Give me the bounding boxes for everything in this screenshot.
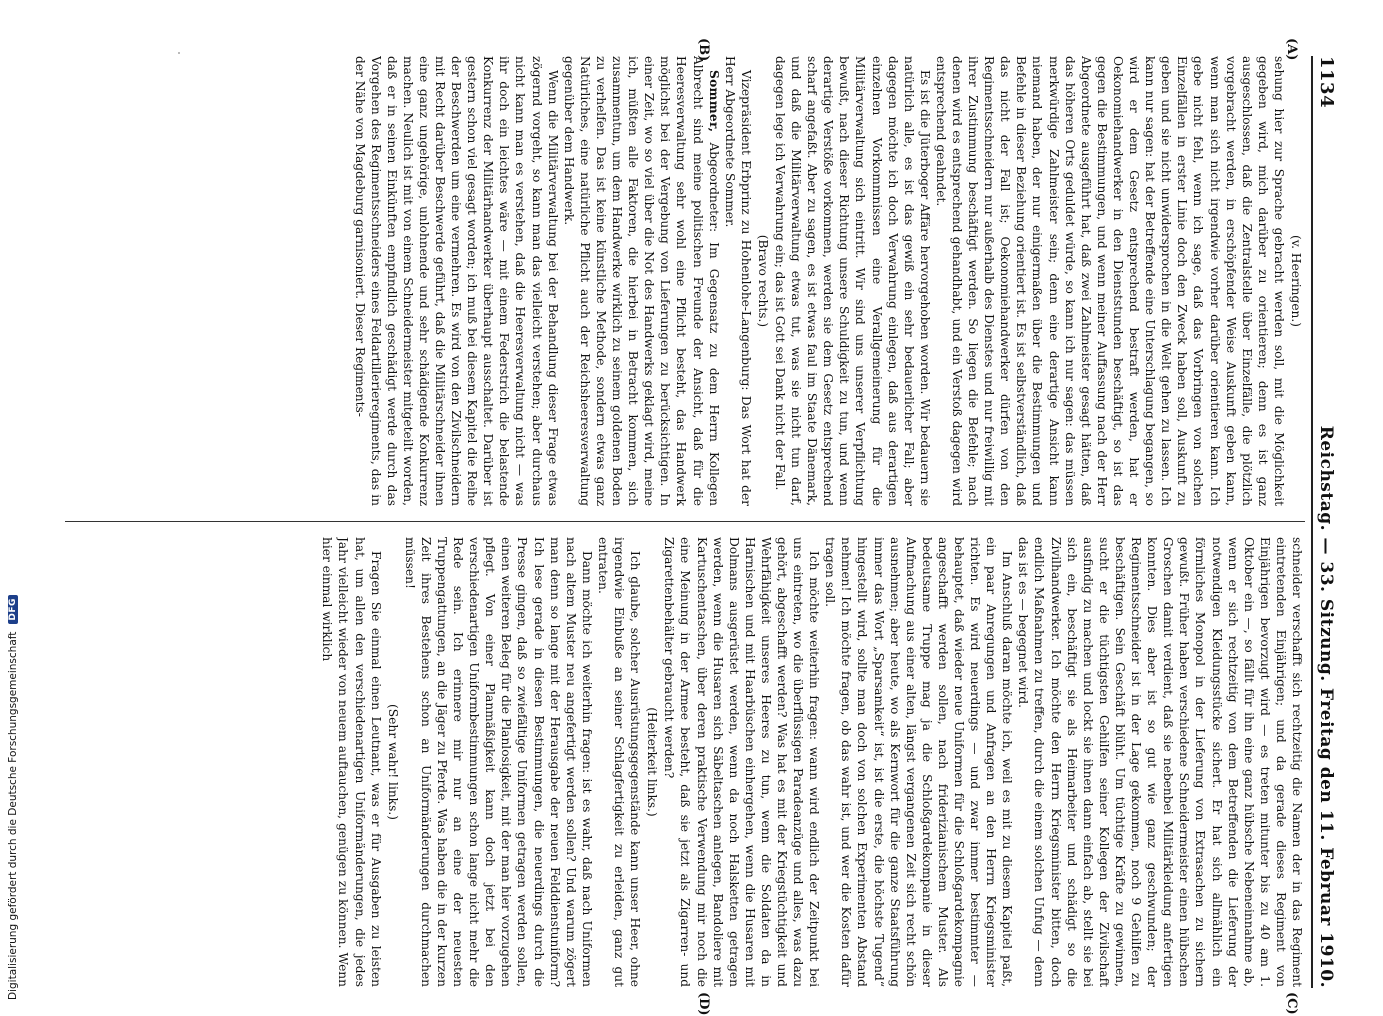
- paragraph: Es ist die Jüterboger Affäre hervorgehoben worden. Wir bedauern sie natürlich alle, es ist das gewiß ein sehr bedauerlicher Fall; aber dagegen möchte ich doch Verwahrung einlegen, daß aus derartigen einzelnen Vorkommnissen eine Verallgemeinerung für die Militärverwaltung sich eintritt. Wir sind uns unserer Verpflichtung bewußt, nach dieser Richtung unsere Schuldigkeit zu tun, und wenn derartige Verstöße vorkommen, werden sie dem Gesetz entsprechend scharf angefaßt. Aber zu sagen, es ist etwas faul im Staate Dänemark, und daß die Militärverwaltung etwas tut, was sie nicht tun darf, dagegen lege ich Verwahrung ein; das ist Gott sei Dank nicht der Fall.: [773, 56, 932, 506]
- vice-president-line: Vizepräsident Erbprinz zu Hohenlohe-Langenburg: Das Wort hat der Herr Abgeordnete Sommer.: [722, 56, 753, 506]
- applause-note: (Heiterkeit links.): [645, 707, 660, 817]
- paragraph: Ich möchte weiterhin fragen: wann wird endlich der Zeitpunkt bei uns eintreten, wo die überflüssigen Paradeanzüge und alles, was dazu gehört, abgeschafft werden? Was hat es mit der Kriegstüchtigkeit und Wehrfähigkeit unseres Heeres zu tun, wenn die Soldaten da in Harnischen und mit Haarbüschen einhergehen, wenn die Husaren mit Dolmans ausgerüstet werden, wenn da noch Halsketten getragen werden, wenn die Husaren sich Säbeltaschen anlegen, Bandoliere mit Kartuschentaschen, über deren praktische Verwendung mir noch die eine Meinung in der Armee besteht, daß sie jetzt als Zigarren- und Zigarettenbehälter gebraucht werden?: [662, 537, 822, 987]
- margin-mark-d: (D): [696, 992, 711, 1016]
- paragraph: sehung hier zur Sprache gebracht werden soll, mit die Möglichkeit gegeben wird, mich darüber zu orientieren; denn es ist ganz ausgeschlossen, daß die Zentralstelle über Einzelfälle, die plötzlich vorgebracht werden, in erschöpfender Weise Auskunft geben kann, wenn man sich nicht irgendwie vorher darüber orientieren kann. Ich gebe nicht fehl, wenn ich sage, daß das Vorbringen von solchen Einzelfällen in erster Linie doch den Zweck haben soll, Auskunft zu geben und sie nicht unwidersprochen in die Welt gehen zu lassen. Ich kann nur sagen: hat der Betreffende eine Unterschlagung begangen, so wird er dem Gesetz entsprechend bestraft werden, hat er Oekonomiehandwerker in den Dienststunden beschäftigt, so ist das gegen die Bestimmungen, und wenn meiner Auffassung nach der Herr Abgeordnete ausgeführt hat, daß zwei Zahlmeister gesagt hätten, daß das höheren Orts geduldet würde, so kann ich nur sagen: das müssen merkwürdige Zahlmeister sein; denn eine derartige Ansicht kann niemand haben, der nur einigermaßen über die Bestimmungen und Befehle in dieser Beziehung orientiert ist. Es ist selbstverständlich, daß das nicht der Fall ist; Oekonomiehandwerker dürfen von den Regimentsschneidern nur außerhalb des Dienstes und nur freiwillig mit ihrer Zustimmung beschäftigt werden. So liegen die Befehle; nach denen wird es entsprechend gehandhabt, und ein Verstoß dagegen wird entsprechend geahndet.: [933, 56, 1286, 506]
- left-column: [65, 56, 1305, 506]
- applause-note: (Sehr wahr! links.): [385, 704, 400, 820]
- dfg-logo: DFG: [8, 595, 18, 624]
- paragraph: Ich glaube, solcher Ausrüstungsgegenstände kann unser Heer, ohne irgendwie Einbuße an seiner Schlagfertigkeit zu erleiden, ganz gut entraten.: [595, 537, 643, 987]
- speaker-tag: (v. Heeringen.): [1289, 234, 1303, 328]
- paragraph: Dann möchte ich weiterhin fragen: ist es wahr, daß nach Uniformen nach altem Muster neu angefertigt werden sollen? Und warum zögert man denn so lange mit der Herausgabe der neuen Felddienstuniform? Ich lese gerade in diesen Bestimmungen, die neuerdings durch die Presse gingen, daß so zwiefältige Uniformen getragen werden sollen, einen weiteren Beleg für die Planlosigkeit, mit der man hier vorzugehen pflegt. Von einer Planmäßigkeit kann doch jetzt bei den verschiedenartigen Uniformbestimmungen schon lange nicht mehr die Rede sein. Ich erinnere mir nur an eine der neuesten Truppengattungen, an die Jäger zu Pferde. Was haben die in der kurzen Zeit ihres Bestehens schon an Uniformänderungen durchmachen müssen!: [402, 537, 594, 987]
- margin-mark-a: (A): [1284, 38, 1299, 61]
- paragraph: Im Anschluß daran möchte ich, weil es mit zu diesem Kapitel paßt, ein paar Anregungen und Anfragen an den Herrn Kriegsminister richten. Es wird neuerdings — und zwar immer bestimmter — behauptet, daß wieder neue Uniformen für die Schloßgardekompagnie angeschafft werden sollen, nach friderizianischem Muster. Als bedeutsame Truppe mag ja die Schloßgardekompanie in dieser Aufmachung aus einer alten, längst vergangenen Zeit sich recht schön ausnehmen; aber heute, wo als Kernwort für die ganze Staatsführung immer das Wort „Sparsamkeit“ ist, ist die erste, die höchste Tugend“ hingestellt wird, sollte man doch von solchen Experimenten Abstand nehmen! Ich möchte fragen, ob das wahr ist, und wer die Kosten dafür tragen soll.: [823, 537, 1015, 987]
- speaker-intro: [561, 56, 722, 506]
- speaker-name: Sommer,: [706, 70, 721, 133]
- scan-speck: [178, 52, 180, 54]
- margin-mark-b: (B): [696, 38, 711, 62]
- page-running-title: Reichstag. — 33. Sitzung. Freitag den 11. Februar 1910.: [1316, 425, 1336, 988]
- page-number: 1134: [1316, 56, 1337, 109]
- paragraph: Wenn die Militärverwaltung bei der Behandlung dieser Frage etwas zögernd vorgeht, so kann man das vielleicht verstehen; aber durchaus nicht kann man es verstehen, daß die Heeresverwaltung nicht — was ihr doch ein leichtes wäre — mit einem Federstrich die belastende Konkurrenz der Militärhandwerker überhaupt ausschaltet. Darüber ist gestern schon viel gesagt worden; ich muß bei diesem Kapitel die Reihe der Beschwerden um eine vermehren. Es wird von den Zivilschneidern mit Recht darüber Beschwerde geführt, daß die Militärschneider ihnen eine ganz ungehörige, unlohnende und sehr schädigende Konkurrenz machen. Neulich ist mit von einem Schneidermeister mitgeteilt worden, daß er in seinen Einkünften empfindlich geschädigt werde durch das Vorgehen des Regimentsschneiders eines Feldartillerieregiments, das in der Nähe von Magdeburg garnisoniert. Dieser Regiments-: [352, 56, 560, 506]
- page-header: [1311, 56, 1339, 988]
- paragraph: schneider verschafft sich rechtzeitig die Namen der in das Regiment eintretenden Einjährigen; und da gerade dieses Regiment von Einjährigen bevorzugt wird — es treten mitunter bis zu 40 am 1. Oktober ein —, so fällt für ihn eine ganz hübsche Nebeneinnahme ab, wenn er sich rechtzeitig von dem Betreffenden die Lieferung der notwendigen Kleidungsstücke sichert. Er hat sich allmählich ein förmliches Monopol in der Lieferung von Extrasachen zu sichern gewußt. Früher haben verschiedene Schneidermeister einen hübschen Groschen damit verdient, daß sie nebenbei Militärkleidung anfertigen konnten. Dies aber ist so gut wie ganz geschwunden; der Regimentsschneider ist in der Lage gekommen, noch 9 Gehilfen zu beschäftigen. Sein Geschäft blüht. Um tüchtige Kräfte zu gewinnen, sucht er die tüchtigsten Gehilfen seiner Kollegen der Zivilschaft ausfindig zu machen und lockt sie ihnen dann einfach ab, stellt sie bei sich ein, beschäftigt sie als Heimarbeiter und schädigt so die Zivilhandwerker. Ich möchte den Herrn Kriegsminister bitten, doch endlich Maßnahmen zu treffen, durch die einem solchen Unfug — denn das ist es — begegnet wird.: [1016, 537, 1304, 987]
- paragraph: Im Gegensatz zu dem Herrn Kollegen Albrecht sind meine politischen Freunde der Ansicht, daß für die Heeresverwaltung sehr wohl eine Pflicht besteht, das Handwerk möglichst bei der Vergebung von Lieferungen zu berücksichtigen. In einer Zeit, wo so viel über die Not des Handwerks geklagt wird, meine ich, müßten alle Faktoren, die hierbei in Betracht kommen, sich zusammentun, um dem Handwerke wirklich zu seinem goldenen Boden zu verhelfen. Das ist keine künstliche Methode, sondern etwas ganz Natürliches, eine natürliche Pflicht auch der Reichsheeresverwaltung gegenüber dem Handwerk.: [561, 56, 721, 506]
- paragraph: Fragen Sie einmal einen Leutnant, was er für Ausgaben zu leisten hat, um allen den verschiedenartigen Uniformänderungen, die jedes Jahr vielleicht wieder von neuem auftauchen, genügen zu können. Wenn hier einmal wirklich: [320, 537, 383, 987]
- applause-note: (Bravo rechts.): [755, 234, 770, 328]
- margin-mark-c: (C): [1284, 992, 1299, 1015]
- column-divider: [65, 521, 1305, 522]
- credit-text: Digitalisierung gefördert durch die Deutsche Forschungsgemeinschaft: [7, 631, 19, 1000]
- speaker-role: Abgeordneter:: [706, 142, 721, 233]
- right-column: [65, 537, 1305, 987]
- text-columns: [65, 56, 1305, 988]
- digitization-credit: [6, 0, 20, 1000]
- rotated-page-content: [59, 38, 1339, 1016]
